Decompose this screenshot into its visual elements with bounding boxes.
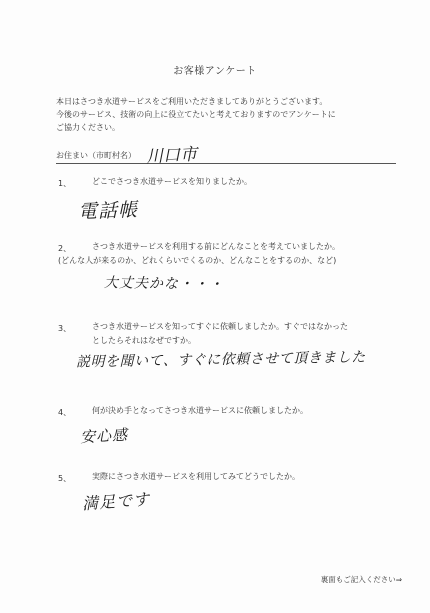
question-3-number: 3、	[58, 324, 72, 333]
question-2-number: 2、	[58, 244, 72, 253]
intro-line: 本日はさつき水道サービスをご利用いただきましてありがとうございます。	[56, 97, 328, 106]
survey-title: お客様アンケート	[173, 66, 257, 77]
question-1-number: 1、	[58, 179, 72, 188]
intro-text	[56, 95, 401, 134]
question-3-text: さつき水道サービスを知ってすぐに依頼しましたか。すぐではなかった	[92, 322, 348, 331]
question-2-subtext: (どんな人が来るのか、どれくらいでくるのか、どんなことをするのか、など)	[58, 256, 337, 265]
question-3-subtext: としたらそれはなぜですか。	[92, 336, 196, 345]
question-1-text: どこでさつき水道サービスを知りましたか。	[92, 177, 252, 186]
question-2-handwritten-answer: 大丈夫かな・・・	[103, 274, 225, 294]
question-5-text: 実際にさつき水道サービスを利用してみてどうでしたか。	[92, 472, 300, 481]
question-5-handwritten-answer: 満足です	[81, 489, 151, 514]
question-4-handwritten-answer: 安心感	[79, 425, 129, 447]
turn-over-note: 裏面もご記入ください⇒	[320, 575, 402, 584]
question-5-number: 5、	[58, 474, 72, 483]
intro-line: 今後のサービス、技術の向上に役立てたいと考えておりますのでアンケートに	[56, 110, 336, 119]
question-1-handwritten-answer: 電話帳	[77, 198, 139, 224]
intro-line: ご協力ください。	[56, 123, 120, 132]
address-field	[56, 143, 396, 168]
address-handwritten-answer: 川口市	[145, 144, 198, 168]
question-4-text: 何が決め手となってさつき水道サービスに依頼しましたか。	[92, 406, 308, 415]
question-3-handwritten-answer: 説明を聞いて、すぐに依頼させて頂きました	[75, 349, 366, 371]
question-4-number: 4、	[58, 408, 72, 417]
question-2-text: さつき水道サービスを利用する前にどんなことを考えていましたか。	[92, 242, 340, 251]
address-label: お住まい（市町村名）	[56, 151, 136, 160]
